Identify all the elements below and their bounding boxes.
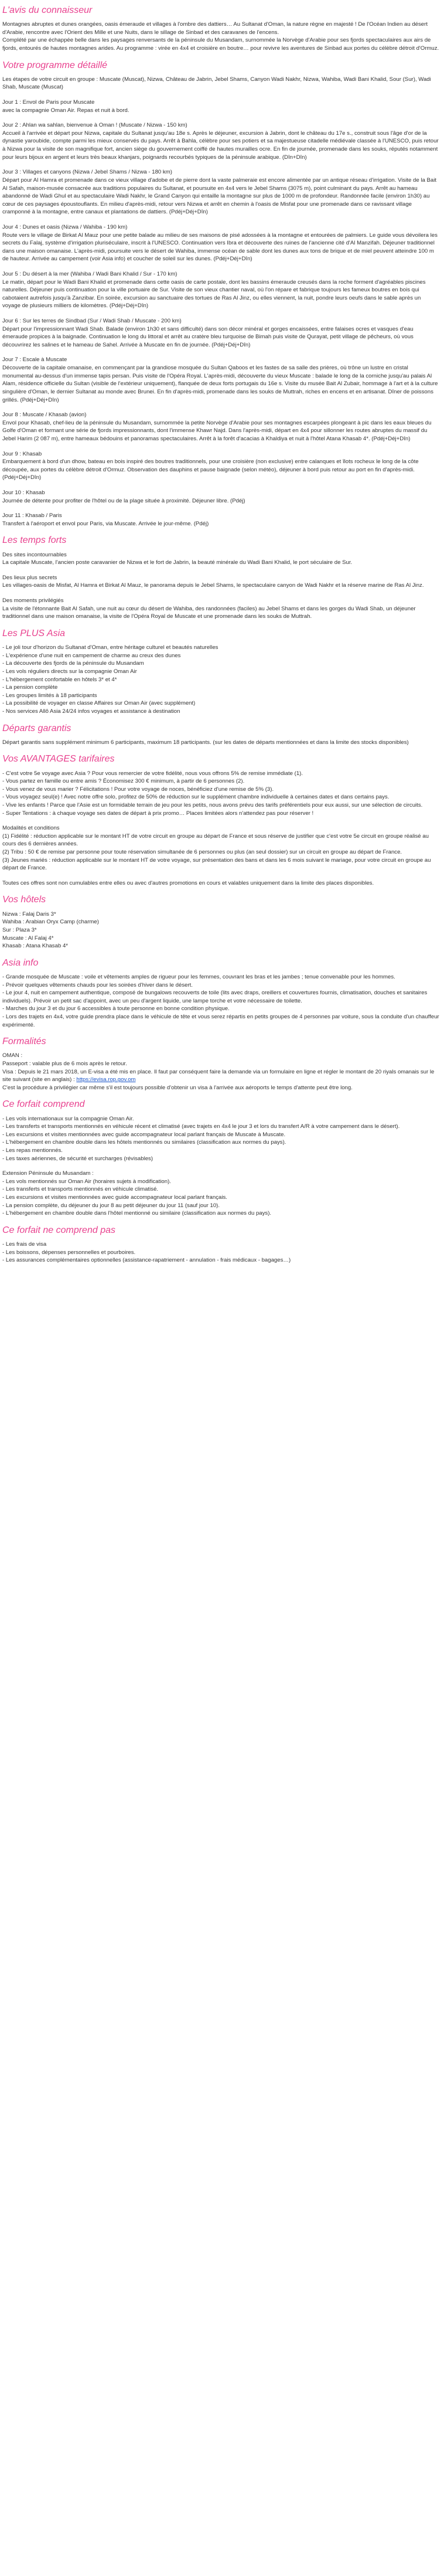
text: - Marches du jour 3 et du jour 6 accessibles à toute personne en bonne condition physique. (2, 1005, 230, 1012)
text-line (2, 1194, 439, 1202)
text-line (2, 450, 439, 458)
text-line (2, 497, 439, 505)
paragraph (2, 597, 439, 621)
paragraph (2, 512, 439, 528)
text: Des lieux plus secrets (2, 574, 57, 581)
paragraph (2, 739, 439, 747)
text: Wahiba : Arabian Oryx Camp (charme) (2, 919, 99, 926)
text: - Prévoir quelques vêtements chauds pour les soirées d'hiver dans le désert. (2, 981, 193, 988)
text: Route vers le village de Birkat Al Mauz pour une petite balade au milieu de ses maisons de pisé adossées à la montagne et entourées de palmiers. Le guide vous dévoilera les secrets du Falaj, système d'irrigation pluriséculaire, inscrit à l'UNESCO. Continuation vers Ibra et découverte des ruines de l'ancienne cité d'Al Manzifah. Déjeuner traditionnel dans une maison omanaise. L'après-midi, poursuite vers le désert de Wahiba, immense océan de sable dont les dunes aux tons de brique et de miel peuvent atteindre 100 m de hauteur. Arrivée au campement (voir Asia info) et coucher de soleil sur les dunes. (Pdéj+Déj+Dîn) (2, 232, 438, 263)
text-line (2, 107, 439, 115)
text-line (2, 317, 439, 325)
text-line (2, 879, 439, 888)
text-line (2, 832, 439, 848)
text-line (2, 926, 439, 934)
text: Nizwa : Falaj Daris 3* (2, 910, 56, 917)
text: - Les groupes limités à 18 participants (2, 692, 97, 699)
text: Muscate : Al Falaj 4* (2, 934, 54, 942)
text-line (2, 551, 439, 559)
text: (3) Jeunes mariés : réduction applicable sur le montant HT de votre voyage, sur présentation des bans et dans les 6 mois suivant le mariage, pour votre circuit en groupe au départ de France. (2, 857, 431, 872)
text: Accueil à l'arrivée et départ pour Nizwa, capitale du Sultanat jusqu'au 18e s. Après le déjeuner, excursion à Jabrin, dont le château du 17e s., construit sous l'âge d'or de la dynastie yaroubide, compte parmi les mieux conservés du pays. Arrêt à Bahla, célèbre pour ses potiers et sa majestueuse citadelle médiévale classée à l'UNESCO, puis retour à Nizwa pour la visite de son magnifique fort, ancien siège du gouvernement coiffé de hautes murailles ocre. En fin de journée, promenade dans les souks, réputés notamment pour leurs bijoux en argent et leurs très beaux khanjars, poignards recourbés typiques de la péninsule arabique. (Dîn+Dîn) (2, 130, 439, 161)
text: La capitale Muscate, l'ancien poste caravanier de Nizwa et le fort de Jabrin, la beauté minérale du Wadi Bani Khalid, le port séculaire de Sur. (2, 559, 353, 566)
text-line (2, 232, 439, 263)
text: (2) Tribu : 50 € de remise par personne pour toute réservation simultanée de 6 personnes ou plus (an seul dossier) sur un circuit en groupe au départ de France. (2, 849, 402, 856)
text-line (2, 76, 439, 91)
paragraph (2, 910, 439, 950)
text: Jour 4 : Dunes et oasis (Nizwa / Wahiba - 190 km) (2, 223, 128, 230)
text: - Les repas mentionnés. (2, 1147, 63, 1154)
text-line (2, 857, 439, 872)
text-line (2, 597, 439, 605)
text-line (2, 810, 439, 818)
text-line (2, 176, 439, 216)
text: - Les boissons, dépenses personnelles et pourboires. (2, 1249, 136, 1256)
text-line (2, 21, 439, 36)
text: - Vous partez en famille ou entre amis ? Économisez 300 € minimum, à partir de 6 personnes (2). (2, 778, 245, 785)
text-line (2, 786, 439, 794)
text-line (2, 1115, 439, 1123)
text-line (2, 1256, 439, 1265)
text: - Les excursions et visites mentionnées avec guide accompagnateur local parlant français. (2, 1194, 227, 1201)
text-line (2, 684, 439, 692)
text-line (2, 489, 439, 497)
text-line (2, 168, 439, 176)
text-line (2, 574, 439, 582)
text-line (2, 676, 439, 684)
text: Jour 7 : Escale à Muscate (2, 356, 67, 363)
text-line (2, 692, 439, 700)
text-line (2, 1185, 439, 1194)
text-line (2, 1249, 439, 1257)
text-line (2, 130, 439, 161)
text-line (2, 98, 439, 107)
section-heading: Départs garantis (2, 723, 71, 733)
text: Jour 3 : Villages et canyons (Nizwa / Jebel Shams / Nizwa - 180 km) (2, 169, 172, 176)
text: Jour 8 : Muscate / Khasab (avion) (2, 412, 87, 419)
text-line (2, 270, 439, 278)
text-line (2, 1005, 439, 1013)
section-heading: Ce forfait ne comprend pas (2, 1225, 115, 1235)
text: - La possibilité de voyager en classe Affaires sur Oman Air (avec supplément) (2, 700, 196, 707)
text-line (2, 644, 439, 652)
text: Départ garantis sans supplément minimum 6 participants, maximum 18 participants. (sur les dates de départs mentionnées et dans la limite des stocks disponibles) (2, 739, 409, 746)
text: - L'hébergement confortable en hôtels 3* et 4* (2, 676, 117, 683)
text-line (2, 699, 439, 708)
text: Départ pour Al Hamra et promenade dans ce vieux village d'adobe et de pierre dont la vaste palmeraie est encore alimentée par un antique réseau d'irrigation. Visite de la Bait Al Safah, maison-musée consacrée aux traditions populaires du Sultanat, et poursuite en 4x4 vers le Jebel Shams (3075 m), point culminant du pays. Arrêt au hameau abandonné de Wadi Ghul et au spectaculaire Wadi Nakhr, le Grand Canyon qui entaille la montagne sur plus de 1000 m de profondeur. Randonnée facile (environ 1h30) au cœur de ces paysages époustouflants. En milieu d'après-midi, retour vers Nizwa et arrêt en chemin à l'oasis de Misfat pour une promenade dans ce ravissant village cramponné à la montagne, entre canaux et plantations de dattiers. (Pdéj+Déj+Dîn) (2, 176, 437, 216)
text: Toutes ces offres sont non cumulables entre elles ou avec d'autres promotions en cours et valables uniquement dans la limite des places disponibles. (2, 879, 374, 886)
text-line (2, 605, 439, 621)
text: - L'expérience d'une nuit en campement de charme au creux des dunes (2, 652, 181, 659)
text: - C'est votre 5e voyage avec Asia ? Pour vous remercier de votre fidélité, nous vous offrons 5% de remise immédiate (1). (2, 770, 303, 777)
text-line (2, 1202, 439, 1210)
text: La visite de l'étonnante Bait Al Safah, une nuit au cœur du désert de Wahiba, des randonnées (faciles) au Jebel Shams et dans les gorges du Wadi Shab, un déjeuner traditionnel dans une maison omanaise, la visite de l'Opéra Royal de Muscate et une promenade dans les souks de Muttrah. (2, 605, 416, 620)
text-line (2, 848, 439, 857)
text: avec la compagnie Oman Air. Repas et nuit à bord. (2, 107, 129, 114)
text-line (2, 1147, 439, 1155)
text-line (2, 910, 439, 919)
text: - Les excursions et visites mentionnées avec guide accompagnateur local parlant français de Muscate à Muscate. (2, 1131, 286, 1138)
paragraph (2, 1052, 439, 1092)
text-line (2, 1084, 439, 1092)
text: Transfert à l'aéroport et envol pour Paris, via Muscate. Arrivée le jour-même. (Pdéj) (2, 520, 209, 527)
paragraph (2, 1115, 439, 1163)
text: - L'hébergement en chambre double dans l'hôtel mentionné ou similaire (classification aux normes du pays). (2, 1210, 272, 1217)
section-heading: L'avis du connaisseur (2, 5, 93, 15)
section-heading: Les PLUS Asia (2, 628, 66, 638)
text-line (2, 708, 439, 716)
text-line (2, 278, 439, 310)
paragraph (2, 879, 439, 888)
text-line (2, 1068, 439, 1084)
text-line (2, 1155, 439, 1163)
text: Les étapes de votre circuit en groupe : Muscate (Muscat), Nizwa, Château de Jabrin, Jebel Shams, Canyon Wadi Nakhr, Nizwa, Wahiba, Wadi Bani Khalid, Sour (Sur), Wadi Shab, Muscate (Muscat) (2, 76, 431, 91)
text-line (2, 934, 439, 943)
text: - Vous venez de vous marier ? Félicitations ! Pour votre voyage de noces, bénéficiez d'une remise de 5% (3). (2, 786, 274, 793)
paragraph (2, 489, 439, 505)
paragraph (2, 356, 439, 404)
text-line (2, 325, 439, 349)
paragraph (2, 644, 439, 715)
text: Envol pour Khasab, chef-lieu de la péninsule du Musandam, surnommée la petite Norvège d'Arabie pour ses montagnes escarpées plongeant à pic dans les eaux bleues du Golfe d'Oman et formant une série de fjords impressionnants, dont l'immense Khawr Najd. Dans l'après-midi, départ en 4x4 pour sillonner les routes abruptes du massif du Jebel Harim (2 087 m), entre hameaux bédouins et panoramas spectaculaires. Arrêt à la forêt d'acacias à Khaldiya et nuit à l'hôtel Atana Khasab 4*. (Pdéj+Déj+Dîn) (2, 419, 432, 442)
text: - Les assurances complémentaires optionnelles (assistance-rapatriement - annulation - frais médicaux - bagages…) (2, 1257, 291, 1264)
text: Jour 10 : Khasab (2, 490, 45, 497)
text-line (2, 1170, 439, 1178)
paragraph (2, 98, 439, 114)
paragraph (2, 824, 439, 872)
text: Découverte de la capitale omanaise, en commençant par la grandiose mosquée du Sultan Qaboos et les fastes de sa salle des prières, où trône un lustre en cristal monumental au-dessus d'un immense tapis persan. Puis visite de l'Opéra Royal. L'après-midi, découverte du vieux Muscate : balade le long de la corniche jusqu'au palais Al Alam, résidence officielle du Sultan (visible de l'extérieur uniquement), flanquée de deux forts portugais du 16e s. Visite du musée Bait Al Zubair, hommage à l'art et à la culture singulière d'Oman, le dernier Sultanat au monde avec Brunei. En fin d'après-midi, promenade dans les souks de Muttrah, riches en encens et en artisanat. Dîner de poissons grillés. (Pdéj+Déj+Dîn) (2, 365, 438, 403)
paragraph (2, 76, 439, 91)
text: - La découverte des fjords de la péninsule du Musandam (2, 660, 144, 667)
text: - Les frais de visa (2, 1241, 47, 1248)
text-line (2, 1131, 439, 1139)
text-line (2, 824, 439, 832)
text-line (2, 419, 439, 443)
text-line (2, 793, 439, 801)
paragraph (2, 317, 439, 349)
text-line (2, 1139, 439, 1147)
text: Jour 9 : Khasab (2, 450, 42, 457)
text-line (2, 559, 439, 567)
paragraph (2, 574, 439, 590)
text-line (2, 36, 439, 52)
text: Jour 1 : Envol de Paris pour Muscate (2, 99, 95, 106)
text: - Les vols internationaux sur la compagnie Oman Air. (2, 1115, 134, 1122)
text: Embarquement à bord d'un dhow, bateau en bois inspiré des boutres traditionnels, pour une croisière (non exclusive) entre calanques et îlots rocheux le long de la côte découpée, aux portes du célèbre détroit d'Ormuz. Observation des dauphins et pause baignade (selon météo), déjeuner à bord puis retour au port en fin d'après-midi. (Pdéj+Déj+Dîn) (2, 458, 419, 481)
text: - Le joli tour d'horizon du Sultanat d'Oman, entre héritage culturel et beautés naturelles (2, 644, 218, 651)
text: Départ pour l'impressionnant Wadi Shab. Balade (environ 1h30 et sans difficulté) dans son décor minéral et gorges encaissées, entre falaises ocres et vasques d'eau émeraude propices à la baignade. Continuation le long du littoral et arrêt au cratère bleu turquoise de Bimah puis visite de Qurayat, petit village de pêcheurs, où vous découvrirez les salines et le hameau de Sahel. Arrivée à Muscate en fin de journée. (Pdéj+Déj+Dîn) (2, 325, 414, 348)
section-heading: Ce forfait comprend (2, 1099, 85, 1110)
text: (1) Fidélité : réduction applicable sur le montant HT de votre circuit en groupe au départ de France et sous réserve de justifier que c'est votre 5e circuit en groupe réalisé au cours des 6 dernières années. (2, 832, 429, 848)
section-heading: Formalités (2, 1036, 46, 1047)
text-line (2, 942, 439, 950)
text: - L'hébergement en chambre double dans les hôtels mentionnés ou similaires (classification aux normes du pays). (2, 1139, 286, 1146)
text: Sur : Plaza 3* (2, 926, 37, 933)
section-heading: Vos AVANTAGES tarifaires (2, 754, 115, 764)
text-line (2, 458, 439, 482)
text: - Les taxes aériennes, de sécurité et surcharges (révisables) (2, 1155, 153, 1162)
text: Des moments privilégiés (2, 597, 64, 604)
text: - Les vols mentionnés sur Oman Air (horaires sujets à modification). (2, 1178, 171, 1185)
section-heading: Votre programme détaillé (2, 60, 108, 70)
text-line (2, 1123, 439, 1131)
text-line (2, 411, 439, 419)
paragraph (2, 411, 439, 443)
text-line (2, 582, 439, 590)
text-line (2, 660, 439, 668)
text: Les villages-oasis de Misfat, Al Hamra et Birkat Al Mauz, le panorama depuis le Jebel Shams, le spectaculaire canyon de Wadi Nakhr et la réserve marine de Ras Al Jinz. (2, 582, 424, 589)
text-line (2, 1241, 439, 1249)
paragraph (2, 551, 439, 567)
text: C'est la procédure à privilégier car même s'il est toujours possible d'obtenir un visa à l'arrivée aux aéroports le temps d'attente peut être long. (2, 1084, 353, 1091)
text: - Vive les enfants ! Parce que l'Asie est un formidable terrain de jeu pour les petits, nous avons prévu des tarifs préférentiels pour eux aussi, sur une sélection de circuits. (2, 802, 423, 808)
text: - La pension complète (2, 684, 58, 691)
text: - Grande mosquée de Muscate : voile et vêtements amples de rigueur pour les femmes, couvrant les bras et les jambes ; tenue convenable pour les hommes. (2, 973, 395, 980)
text: Le matin, départ pour le Wadi Bani Khalid et promenade dans cette oasis de carte postale, dont les bassins émeraude creusés dans la roche forment d'agréables piscines naturelles. Déjeuner puis continuation pour la ville portuaire de Sur. Visite de son vieux chantier naval, où l'on répare et fabrique toujours les fameux boutres en bois qui cabotaient autrefois jusqu'à Zanzibar. En soirée, excursion au sanctuaire des tortues de Ras Al Jinz, ou elles viennent, la nuit, pondre leurs oeufs dans le sable après un voyage de plusieurs milliers de kilomètres. (Pdéj+Déj+Dîn) (2, 278, 426, 310)
section-heading: Les temps forts (2, 535, 67, 546)
text-line (2, 364, 439, 404)
paragraph (2, 973, 439, 1029)
evisa-link[interactable]: https://evisa.rop.gov.om (76, 1076, 136, 1083)
text: - Vous voyagez seul(e) ! Avec notre offre solo, profitez de 50% de réduction sur le supplément chambre individuelle à certaines dates et dans certains pays. (2, 794, 390, 801)
text: Montagnes abruptes et dunes orangées, oasis émeraude et villages à l'ombre des dattiers… Au Sultanat d'Oman, la nature règne en majesté ! De l'Océan Indien au désert d'Arabie, rencontre avec l'Orient des Mille et une Nuits, dans le sillage de Sinbad et des caravanes de l'encens. (2, 21, 428, 36)
text-line (2, 801, 439, 810)
text: - Nos services Allô Asia 24/24 infos voyages et assistance à destination (2, 708, 180, 715)
paragraph (2, 223, 439, 263)
text: Khasab : Atana Khasab 4* (2, 943, 69, 950)
text-line (2, 1178, 439, 1186)
text-line (2, 1013, 439, 1029)
text: Journée de détente pour profiter de l'hôtel ou de la plage située à proximité. Déjeuner libre. (Pdéj) (2, 497, 245, 504)
paragraph (2, 168, 439, 216)
text: - La pension complète, du déjeuner du jour 8 au petit déjeuner du jour 11 (sauf jour 10). (2, 1202, 220, 1209)
text-line (2, 739, 439, 747)
section-heading: Vos hôtels (2, 895, 46, 905)
paragraph (2, 450, 439, 482)
text: - Le jour 4, nuit en campement authentique, composé de bungalows recouverts de toile (lits avec draps, oreillers et couvertures fournis, climatisation, douches et sanitaires individuels). Prévoir un petit sac d'appoint, avec un peu d'argent liquide, une lampe torche et votre nécessaire de toilette. (2, 990, 428, 1004)
text-line (2, 973, 439, 981)
text: - Les transferts et transports mentionnés en véhicule récent et climatisé (avec trajets en 4x4 le jour 3 et lors du transfert A/R à votre campement dans le désert). (2, 1123, 400, 1130)
text-line (2, 520, 439, 528)
paragraph (2, 21, 439, 52)
paragraph (2, 1170, 439, 1218)
text-line (2, 770, 439, 778)
text-line (2, 223, 439, 232)
text: Visa : Depuis le 21 mars 2018, un E-visa a été mis en place. Il faut par conséquent faire la demande via un formulaire en ligne et régler le montant de 20 riyals omanais sur le site suivant (site en anglais) : (2, 1068, 435, 1083)
text-line (2, 512, 439, 520)
text: Extension Péninsule du Musandam : (2, 1170, 94, 1177)
paragraph (2, 1241, 439, 1265)
document-page (0, 0, 444, 1275)
text-line (2, 1052, 439, 1060)
paragraph (2, 270, 439, 310)
text: Jour 11 : Khasab / Paris (2, 512, 62, 519)
section-heading: Asia info (2, 957, 39, 968)
text: Modalités et conditions (2, 825, 60, 832)
paragraph (2, 121, 439, 161)
text-line (2, 989, 439, 1005)
text-line (2, 777, 439, 786)
text: - Les transferts et transports mentionnés en véhicule climatisé. (2, 1186, 159, 1193)
text-line (2, 1209, 439, 1218)
text-line (2, 981, 439, 990)
text-line (2, 652, 439, 660)
paragraph (2, 770, 439, 818)
text-line (2, 918, 439, 926)
text: - Super Tentations : à chaque voyage ses dates de départ à prix promo… Places limitées alors n'attendez pas pour réserver ! (2, 810, 314, 817)
text: Complété par une échappée belle dans les paysages renversants de la péninsule du Musandam, surnommée la Norvège d'Arabie pour ses fjords spectaculaires aux airs de fjords, entourés de hautes montagnes arides. Au programme : virée en 4x4 et croisière en boutre… pour revivre les aventures de Sinbad aux portes du célèbre détroit d'Ormuz. (2, 37, 439, 52)
text: Des sites incontournables (2, 551, 67, 558)
text: Jour 5 : Du désert à la mer (Wahiba / Wadi Bani Khalid / Sur - 170 km) (2, 271, 177, 277)
text: Jour 6 : Sur les terres de Sindbad (Sur / Wadi Shab / Muscate - 200 km) (2, 318, 182, 325)
text-line (2, 121, 439, 130)
text: - Les vols réguliers directs sur la compagnie Oman Air (2, 668, 137, 675)
text-line (2, 668, 439, 676)
text-line (2, 1060, 439, 1068)
text: OMAN : (2, 1052, 23, 1059)
text: Passeport : valable plus de 6 mois après le retour. (2, 1060, 127, 1067)
text-line (2, 356, 439, 364)
text: - Lors des trajets en 4x4, votre guide prendra place dans le véhicule de tête et vous serez répartis en petits groupes de 4 personnes par voiture, sous la conduite d'un chauffeur expérimenté. (2, 1013, 439, 1028)
text: Jour 2 : Ahlan wa sahlan, bienvenue à Oman ! (Muscate / Nizwa - 150 km) (2, 122, 187, 129)
